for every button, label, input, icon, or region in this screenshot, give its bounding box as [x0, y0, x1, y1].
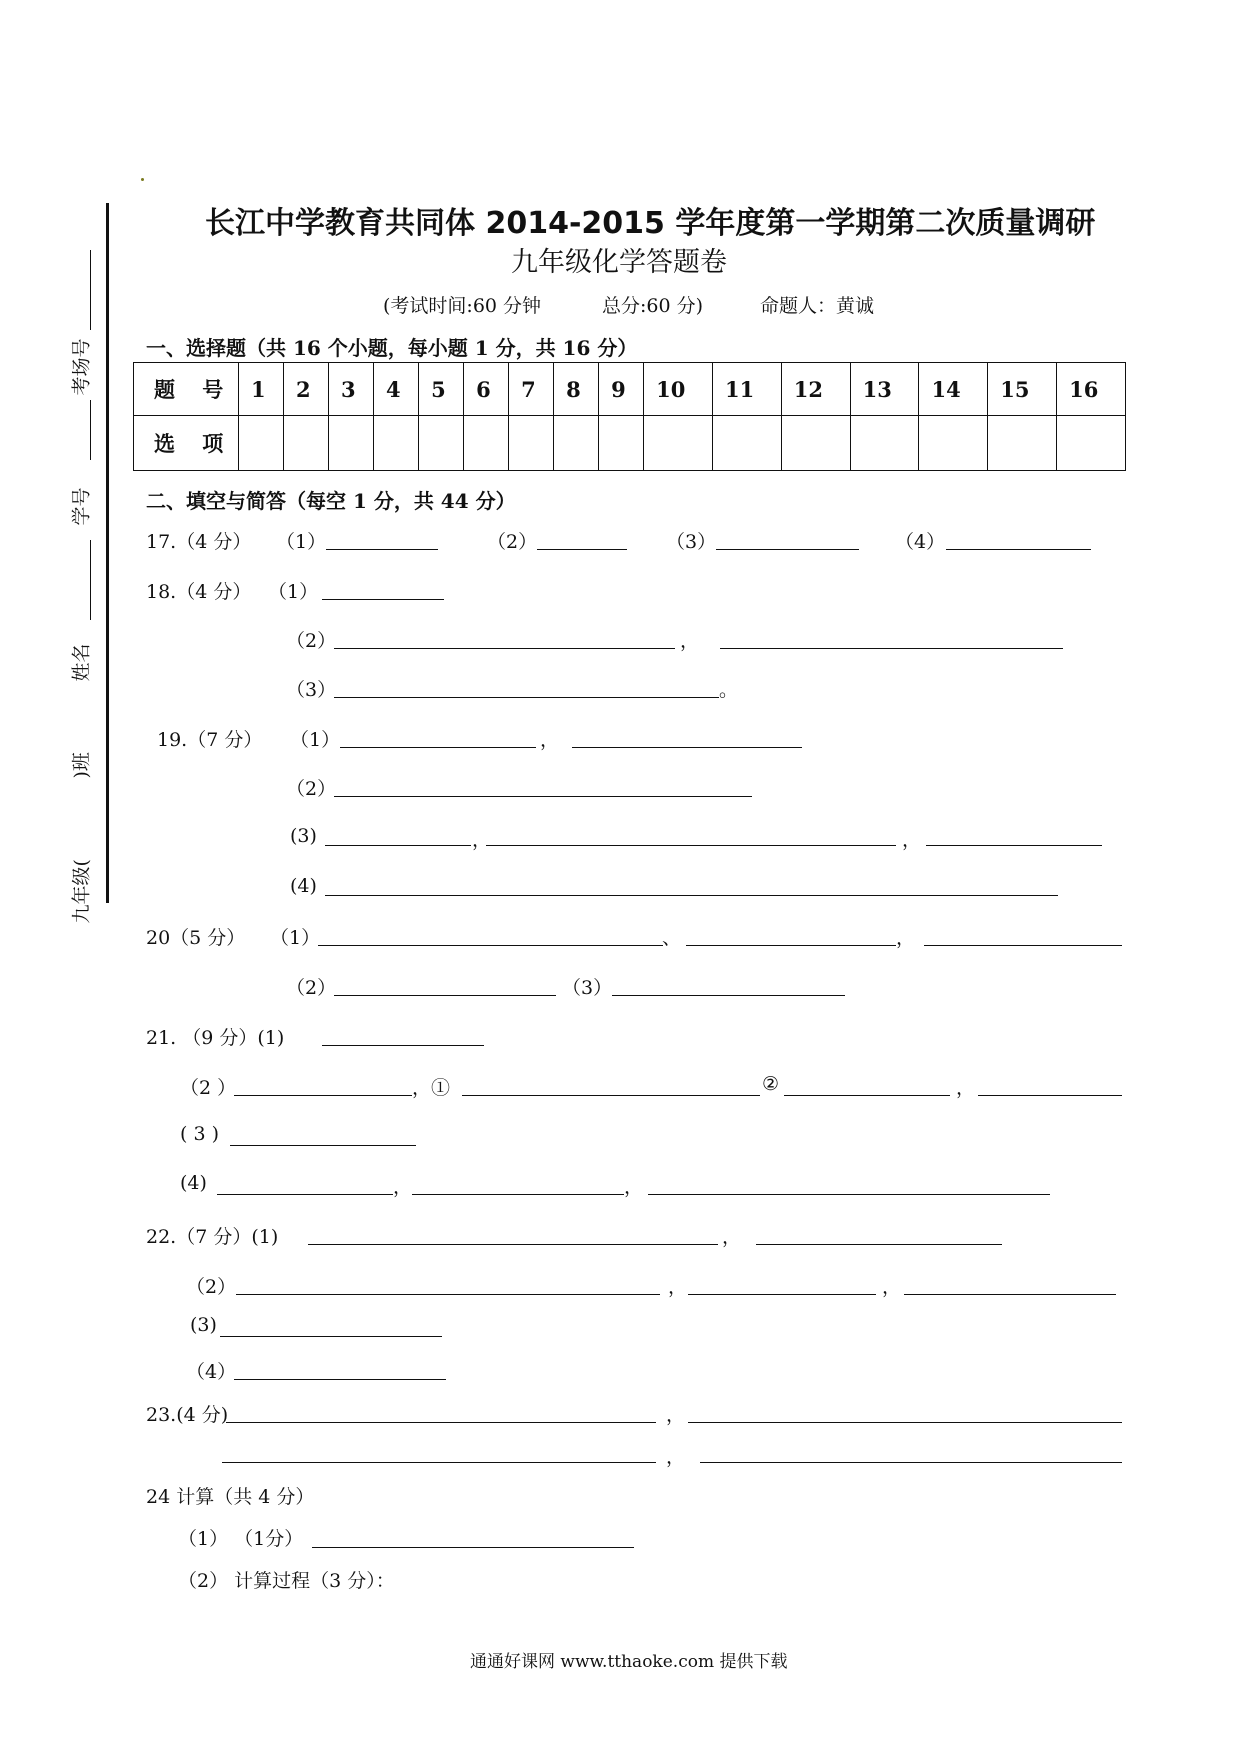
- q21-blank-2[interactable]: [234, 1095, 412, 1096]
- q19-part3: (3): [290, 825, 317, 847]
- q18-part3: （3）: [286, 679, 337, 701]
- q17-part1: （1）: [276, 531, 327, 553]
- q21-circle2: ②: [762, 1073, 780, 1095]
- q19-label: 19.（7 分）: [157, 729, 263, 751]
- author: 命题人：黄诚: [760, 295, 875, 317]
- answer-cell[interactable]: [781, 416, 850, 471]
- q17-blank-1[interactable]: [326, 549, 438, 550]
- q17-part2: （2）: [487, 531, 538, 553]
- q22-blank-5[interactable]: [904, 1294, 1116, 1295]
- q20-part2: （2）: [286, 977, 337, 999]
- q18-end: 。: [719, 679, 739, 701]
- answer-cell[interactable]: [850, 416, 919, 471]
- q19-part4: (4): [290, 875, 317, 897]
- side-grade-label: 九年级(: [70, 859, 93, 924]
- q20-blank-4[interactable]: [334, 995, 556, 996]
- q21-blank-6[interactable]: [230, 1145, 416, 1146]
- q21-part4: (4): [180, 1172, 207, 1194]
- section1-heading: 一、选择题（共 16 个小题，每小题 1 分，共 16 分）: [146, 336, 638, 360]
- question-number: 15: [988, 363, 1057, 416]
- answer-cell[interactable]: [419, 416, 464, 471]
- q19-blank-6[interactable]: [926, 845, 1102, 846]
- q20-label: 20（5 分）: [146, 927, 246, 949]
- q19-blank-4[interactable]: [325, 845, 471, 846]
- question-number: 1: [239, 363, 284, 416]
- question-number: 4: [374, 363, 419, 416]
- q17-label: 17.（4 分）: [146, 531, 252, 553]
- q21-part3: ( 3 ): [180, 1123, 219, 1145]
- answer-cell[interactable]: [329, 416, 374, 471]
- q22-part3: (3): [190, 1314, 217, 1336]
- q17-part3: （3）: [666, 531, 717, 553]
- footer-source: 通通好课网 www.tthaoke.com 提供下载: [470, 1652, 788, 1672]
- answer-cell[interactable]: [1057, 416, 1126, 471]
- q21-blank-4[interactable]: [784, 1095, 950, 1096]
- q18-comma: ，: [680, 630, 700, 652]
- q22-comma1: ，: [668, 1276, 688, 1298]
- q18-blank-4[interactable]: [334, 697, 719, 698]
- q21-comma: ，: [956, 1077, 976, 1099]
- side-student-id-line: [90, 400, 91, 460]
- exam-time: (考试时间:60 分钟: [383, 295, 542, 317]
- q20-part1: （1）: [270, 927, 321, 949]
- q22-blank-4[interactable]: [688, 1294, 876, 1295]
- section2-heading: 二、填空与简答（每空 1 分，共 44 分）: [146, 489, 516, 513]
- q23-comma2: ，: [666, 1446, 686, 1468]
- answer-cell[interactable]: [554, 416, 599, 471]
- q18-part2: （2）: [286, 630, 337, 652]
- question-number: 2: [284, 363, 329, 416]
- q21-blank-8[interactable]: [412, 1194, 624, 1195]
- q17-blank-4[interactable]: [946, 549, 1091, 550]
- q19-comma1: ，: [540, 729, 560, 751]
- q20-blank-5[interactable]: [612, 995, 845, 996]
- answer-cell[interactable]: [464, 416, 509, 471]
- q21-circle1: ，①: [412, 1077, 451, 1099]
- q20-blank-3[interactable]: [924, 945, 1122, 946]
- answer-cell[interactable]: [239, 416, 284, 471]
- q18-blank-3[interactable]: [720, 648, 1063, 649]
- q22-blank-2[interactable]: [756, 1244, 1002, 1245]
- question-number: 11: [712, 363, 781, 416]
- q21-comma1: ，: [393, 1176, 413, 1198]
- q18-label: 18.（4 分）: [146, 581, 252, 603]
- q20-blank-1[interactable]: [318, 945, 663, 946]
- q20-sep1: 、: [662, 927, 682, 949]
- q18-blank-2[interactable]: [334, 648, 675, 649]
- q24-label: 24 计算（共 4 分）: [146, 1486, 315, 1508]
- q22-part2: （2）: [186, 1276, 237, 1298]
- question-number: 6: [464, 363, 509, 416]
- answer-cell[interactable]: [374, 416, 419, 471]
- q22-blank-6[interactable]: [220, 1336, 442, 1337]
- answer-cell[interactable]: [644, 416, 713, 471]
- q17-blank-2[interactable]: [537, 549, 627, 550]
- answer-cell[interactable]: [988, 416, 1057, 471]
- q19-comma3: ，: [902, 829, 922, 851]
- q19-blank-2[interactable]: [572, 747, 802, 748]
- q21-blank-9[interactable]: [648, 1194, 1050, 1195]
- page-title: 长江中学教育共同体 2014-2015 学年度第一学期第二次质量调研: [205, 206, 1096, 241]
- question-number: 16: [1057, 363, 1126, 416]
- q20-part3: （3）: [562, 977, 613, 999]
- q18-part1: （1）: [268, 581, 319, 603]
- q24-part2: （2） 计算过程（3 分）：: [178, 1570, 395, 1592]
- q23-blank-3[interactable]: [222, 1462, 656, 1463]
- q18-blank-1[interactable]: [322, 599, 444, 600]
- q21-blank-1[interactable]: [322, 1045, 484, 1046]
- total-score: 总分:60 分): [602, 295, 704, 317]
- q21-blank-7[interactable]: [217, 1194, 393, 1195]
- q22-label: 22.（7 分）(1): [146, 1226, 279, 1248]
- answer-cell[interactable]: [509, 416, 554, 471]
- question-number: 13: [850, 363, 919, 416]
- row-label-number: 题 号: [134, 363, 239, 416]
- q22-comma2: ，: [882, 1276, 902, 1298]
- side-name-line: [90, 540, 91, 620]
- row-label-option: 选 项: [134, 416, 239, 471]
- q24-blank-1[interactable]: [312, 1547, 634, 1548]
- q23-blank-1[interactable]: [226, 1422, 656, 1423]
- side-student-id-label: 学号: [70, 487, 93, 526]
- q19-blank-5[interactable]: [486, 845, 896, 846]
- question-number: 5: [419, 363, 464, 416]
- q23-blank-4[interactable]: [700, 1462, 1122, 1463]
- side-class-label: )班: [70, 752, 93, 779]
- question-number: 10: [644, 363, 713, 416]
- q21-part2: （2 ）: [180, 1077, 237, 1099]
- q21-comma2: ，: [624, 1176, 644, 1198]
- side-exam-room-line: [90, 250, 91, 330]
- q24-part1: （1） （1分）: [178, 1528, 304, 1550]
- q19-blank-1[interactable]: [340, 747, 536, 748]
- question-number: 9: [599, 363, 644, 416]
- q23-comma1: ，: [666, 1404, 686, 1426]
- q19-blank-7[interactable]: [325, 895, 1058, 896]
- q21-blank-5[interactable]: [978, 1095, 1122, 1096]
- side-exam-room-label: 考场号: [70, 338, 93, 396]
- binding-line: [106, 203, 109, 903]
- q17-part4: （4）: [895, 531, 946, 553]
- q23-label: 23.(4 分): [146, 1404, 229, 1426]
- question-number: 3: [329, 363, 374, 416]
- answer-cell[interactable]: [599, 416, 644, 471]
- answer-cell[interactable]: [284, 416, 329, 471]
- question-number: 12: [781, 363, 850, 416]
- q23-blank-2[interactable]: [688, 1422, 1122, 1423]
- question-number: 8: [554, 363, 599, 416]
- q22-part4: （4）: [186, 1361, 237, 1383]
- q20-comma: ，: [896, 927, 916, 949]
- q21-label: 21. （9 分）(1): [146, 1027, 285, 1049]
- question-number: 14: [919, 363, 988, 416]
- q19-part2: （2）: [286, 778, 337, 800]
- q19-comma2: ，: [472, 829, 492, 851]
- answer-cell[interactable]: [919, 416, 988, 471]
- q19-blank-3[interactable]: [334, 796, 752, 797]
- q22-blank-1[interactable]: [308, 1244, 718, 1245]
- side-name-label: 姓名: [70, 643, 93, 682]
- q22-blank-7[interactable]: [234, 1379, 446, 1380]
- question-number: 7: [509, 363, 554, 416]
- q21-blank-3[interactable]: [462, 1095, 760, 1096]
- q22-blank-3[interactable]: [236, 1294, 660, 1295]
- q20-blank-2[interactable]: [686, 945, 896, 946]
- q19-part1: （1）: [290, 729, 341, 751]
- q17-blank-3[interactable]: [716, 549, 859, 550]
- answer-cell[interactable]: [712, 416, 781, 471]
- small-dot: [141, 178, 144, 181]
- answer-table: [133, 362, 1126, 471]
- page-subtitle: 九年级化学答题卷: [511, 247, 727, 278]
- q22-comma: ，: [722, 1226, 742, 1248]
